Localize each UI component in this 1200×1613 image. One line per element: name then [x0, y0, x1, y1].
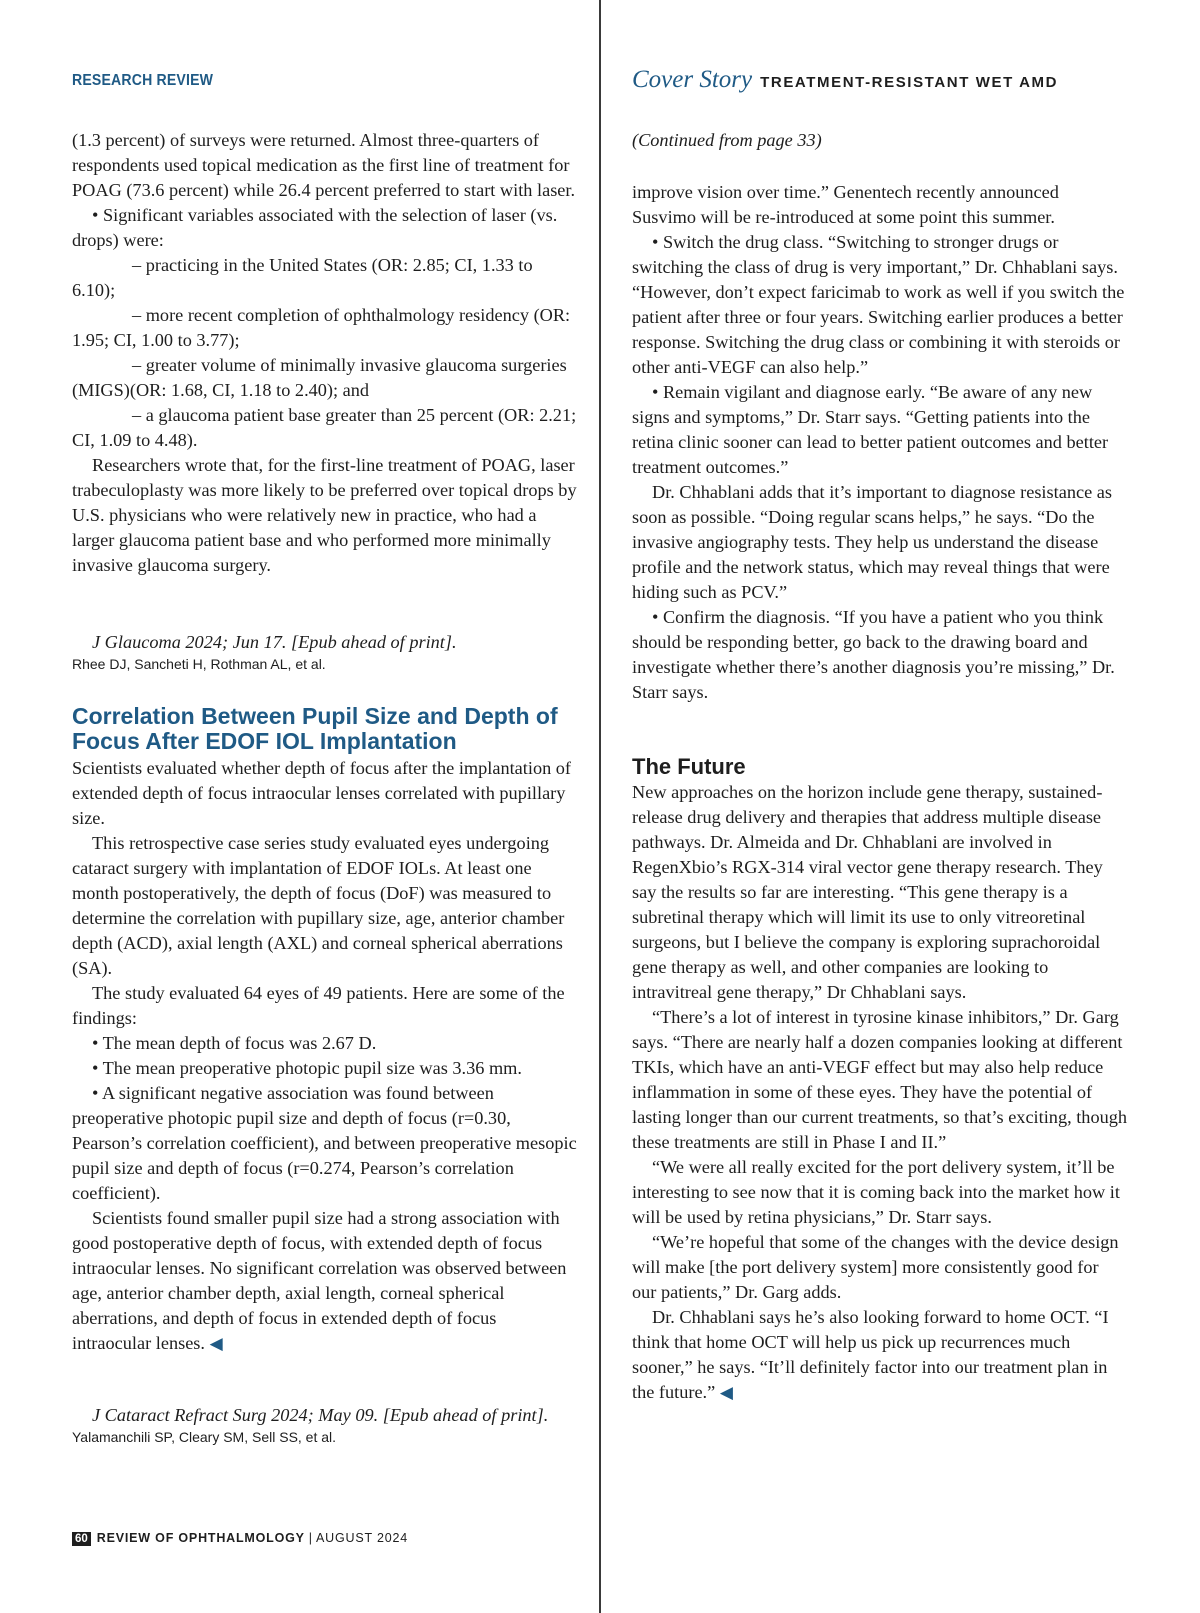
- citation-1: [72, 630, 577, 673]
- paragraph: (1.3 percent) of surveys were returned. Almost three-quarters of respondents used topical medication as the first line of treatment for POAG (73.6 percent) while 26.4 percent preferred to start with laser.: [72, 130, 576, 200]
- paragraph: [632, 1305, 1127, 1406]
- paragraph: • Switch the drug class. “Switching to stronger drugs or switching the class of drug is very important,” Dr. Chhablani says. “However, don’t expect faricimab to work as well if you switch the patient after three or four years. Switching earlier produces a better response. Switching the drug class or combining it with steroids or other anti-VEGF can also help.”: [632, 232, 1125, 377]
- paragraph: Dr. Chhablani adds that it’s important to diagnose resistance as soon as possible. “Doing regular scans helps,” he says. “Do the invasive angiography tests. They help us understand the disease profile and the network status, which may reveal things that were hiding such as PCV.”: [632, 482, 1112, 602]
- paragraph: • The mean depth of focus was 2.67 D.: [92, 1033, 377, 1053]
- paragraph: Researchers wrote that, for the first-line treatment of POAG, laser trabeculoplasty was more likely to be preferred over topical drops by U.S. physicians who were relatively new in practice, who had a larger glaucoma patient base and who performed more minimally invasive glaucoma surgery.: [72, 455, 577, 575]
- cover-story-header: [632, 66, 1058, 94]
- citation-journal: J Glaucoma 2024; Jun 17. [Epub ahead of print].: [92, 632, 457, 652]
- paragraph-text: Scientists found smaller pupil size had a strong association with good postoperative depth of focus, with extended depth of focus intraocular lenses. No significant correlation was observed between age, anterior chamber depth, axial length, corneal spherical aberrations, and depth of focus in extended depth of focus intraocular lenses.: [72, 1208, 567, 1353]
- footer-separator: |: [308, 1531, 313, 1545]
- section-heading: The Future: [632, 754, 746, 779]
- paragraph: • Confirm the diagnosis. “If you have a patient who you think should be responding better, go back to the drawing board and investigate whether there’s another diagnosis you’re missing,” Dr. Starr says.: [632, 607, 1115, 702]
- citation-2: [72, 1403, 577, 1446]
- paragraph: – greater volume of minimally invasive glaucoma surgeries (MIGS)(OR: 1.68, CI, 1.18 to 2.40); and: [72, 355, 567, 400]
- paragraph: [72, 1206, 577, 1357]
- paragraph: New approaches on the horizon include gene therapy, sustained-release drug delivery and therapies that address multiple disease pathways. Dr. Almeida and Dr. Chhablani are involved in RegenXbio’s RGX-314 viral vector gene therapy research. They say the results so far are interesting. “This gene therapy is a subretinal therapy which will limit its use to only vitreoretinal surgeons, but I believe the company is exploring suprachoroidal gene therapy as well, and other companies are looking to intravitreal gene therapy,” Dr Chhablani says.: [632, 782, 1103, 1002]
- paragraph: • A significant negative association was found between preoperative photopic pupil size and depth of focus (r=0.30, Pearson’s correlation coefficient), and between preoperative mesopic pupil size and depth of focus (r=0.274, Pearson’s correlation coefficient).: [72, 1083, 577, 1203]
- paragraph: “There’s a lot of interest in tyrosine kinase inhibitors,” Dr. Garg says. “There are nearly half a dozen companies looking at different TKIs, which have an anti-VEGF effect but may also help reduce inflammation in some of these eyes. They have the potential of lasting longer than our current treatments, so that’s exciting, though these treatments are still in Phase I and II.”: [632, 1007, 1128, 1152]
- right-body: [632, 180, 1127, 705]
- column-divider: [599, 0, 601, 1613]
- paragraph: – more recent completion of ophthalmology residency (OR: 1.95; CI, 1.00 to 3.77);: [72, 305, 571, 350]
- end-mark-icon: ◀: [209, 1334, 223, 1354]
- left-article: [72, 756, 577, 1357]
- page-number: 60: [72, 1532, 91, 1546]
- future-body: [632, 780, 1127, 1406]
- paragraph: Scientists evaluated whether depth of focus after the implantation of extended depth of focus intraocular lenses correlated with pupillary size.: [72, 758, 572, 828]
- citation-authors: Rhee DJ, Sancheti H, Rothman AL, et al.: [72, 656, 326, 672]
- paragraph: “We’re hopeful that some of the changes with the device design will make [the port delivery system] more consistently good for our patients,” Dr. Garg adds.: [632, 1232, 1119, 1302]
- paragraph: “We were all really excited for the port delivery system, it’ll be interesting to see now that it is coming back into the market how it will be used by retina physicians,” Dr. Starr says.: [632, 1157, 1120, 1227]
- paragraph: • Remain vigilant and diagnose early. “Be aware of any new signs and symptoms,” Dr. Starr says. “Getting patients into the retina clinic sooner can lead to better patient outcomes and better treatment outcomes.”: [632, 382, 1109, 477]
- paragraph: This retrospective case series study evaluated eyes undergoing cataract surgery with implantation of EDOF IOLs. At least one month postoperatively, the depth of focus (DoF) was measured to determine the correlation with pupillary size, age, anterior chamber depth (ACD), axial length (AXL) and corneal spherical aberrations (SA).: [72, 833, 565, 978]
- cover-story-label: Cover Story: [632, 66, 753, 93]
- paragraph: – a glaucoma patient base greater than 25 percent (OR: 2.21; CI, 1.09 to 4.48).: [72, 405, 577, 450]
- issue-date: AUGUST 2024: [316, 1531, 408, 1545]
- page-footer: [72, 1531, 408, 1546]
- paragraph: – practicing in the United States (OR: 2.85; CI, 1.33 to 6.10);: [72, 255, 533, 300]
- magazine-name: REVIEW OF OPHTHALMOLOGY: [96, 1531, 305, 1545]
- article-title: Correlation Between Pupil Size and Depth of Focus After EDOF IOL Implantation: [72, 703, 558, 754]
- section-label: RESEARCH REVIEW: [72, 72, 214, 89]
- citation-authors: Yalamanchili SP, Cleary SM, Sell SS, et al.: [72, 1429, 337, 1445]
- left-intro: [72, 128, 577, 578]
- cover-story-topic: TREATMENT-RESISTANT WET AMD: [760, 74, 1059, 91]
- citation-journal: J Cataract Refract Surg 2024; May 09. [Epub ahead of print].: [92, 1405, 549, 1425]
- continued-note: (Continued from page 33): [632, 130, 822, 150]
- paragraph-text: Dr. Chhablani says he’s also looking forward to home OCT. “I think that home OCT will help us pick up recurrences much sooner,” he says. “It’ll definitely factor into our treatment plan in the future.”: [632, 1307, 1109, 1402]
- end-mark-icon: ◀: [719, 1383, 733, 1403]
- paragraph: • Significant variables associated with the selection of laser (vs. drops) were:: [72, 205, 558, 250]
- paragraph: improve vision over time.” Genentech recently announced Susvimo will be re-introduced at some point this summer.: [632, 182, 1059, 227]
- paragraph: The study evaluated 64 eyes of 49 patients. Here are some of the findings:: [72, 983, 565, 1028]
- paragraph: • The mean preoperative photopic pupil size was 3.36 mm.: [92, 1058, 522, 1078]
